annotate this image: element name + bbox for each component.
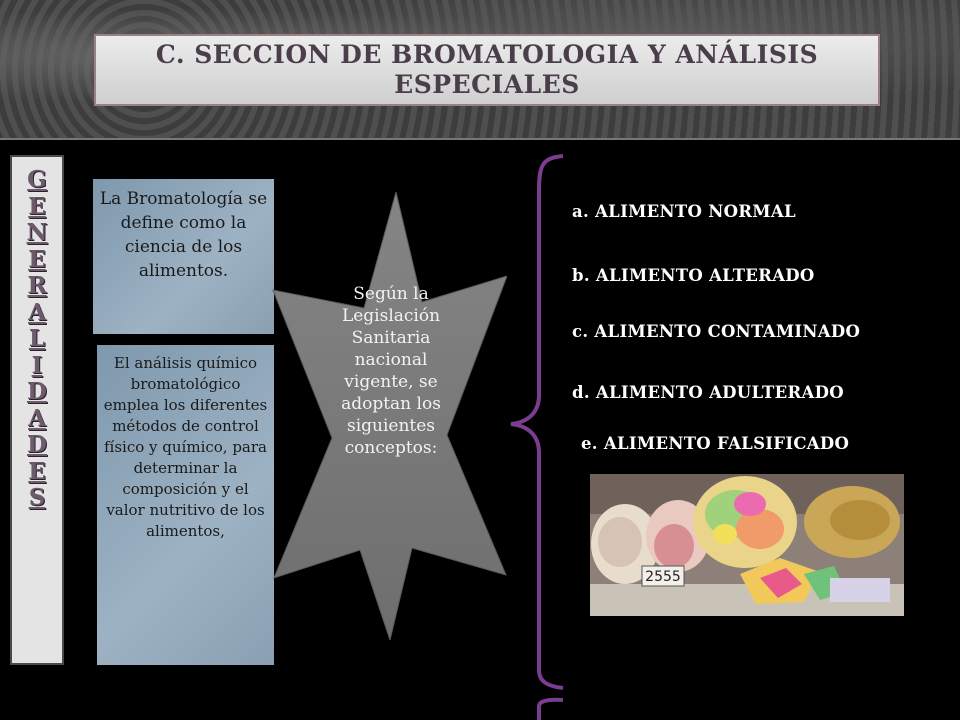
analysis-box [97, 345, 274, 665]
vertical-letter: D [27, 431, 47, 458]
vertical-letter: G [27, 166, 47, 193]
concept-contaminado: c. ALIMENTO CONTAMINADO [572, 322, 861, 341]
vertical-letter: I [31, 351, 43, 379]
header-banner [0, 0, 960, 140]
vertical-letter: R [27, 272, 47, 299]
title-box [94, 34, 880, 106]
page-title: C. SECCION DE BROMATOLOGIA Y ANÁLISIS ESPECIALES [155, 40, 819, 99]
concept-alterado: b. ALIMENTO ALTERADO [572, 266, 815, 285]
concept-normal: a. ALIMENTO NORMAL [572, 202, 796, 221]
generalidades-vertical-label [10, 155, 64, 665]
vertical-letter: E [28, 245, 46, 273]
photo-tag-text: 2555 [645, 569, 681, 585]
definition-text: La Bromatología se define como la ciencia de los alimentos. [99, 189, 268, 281]
vertical-letters [12, 167, 62, 512]
definition-box [93, 179, 274, 334]
vertical-letter: A [28, 404, 46, 432]
vertical-letter: D [27, 378, 47, 405]
star-text: Según la Legislación Sanitaria nacional vigente, se adoptan los siguientes conceptos: [341, 284, 441, 458]
vertical-letter: E [28, 457, 46, 485]
concept-adulterado: d. ALIMENTO ADULTERADO [572, 383, 844, 402]
vertical-letter: L [28, 325, 46, 352]
food-photo [590, 474, 904, 616]
analysis-text: El análisis químico bromatológico emplea los diferentes métodos de control físico y químico, para determinar la composición y el valor nutritivo de los alimentos, [103, 354, 268, 540]
vertical-letter: S [28, 484, 46, 511]
curly-brace [505, 150, 575, 720]
vertical-letter: N [26, 219, 48, 246]
vertical-letter: E [28, 192, 46, 220]
concept-falsificado: e. ALIMENTO FALSIFICADO [581, 434, 850, 453]
vertical-letter: A [28, 298, 46, 326]
